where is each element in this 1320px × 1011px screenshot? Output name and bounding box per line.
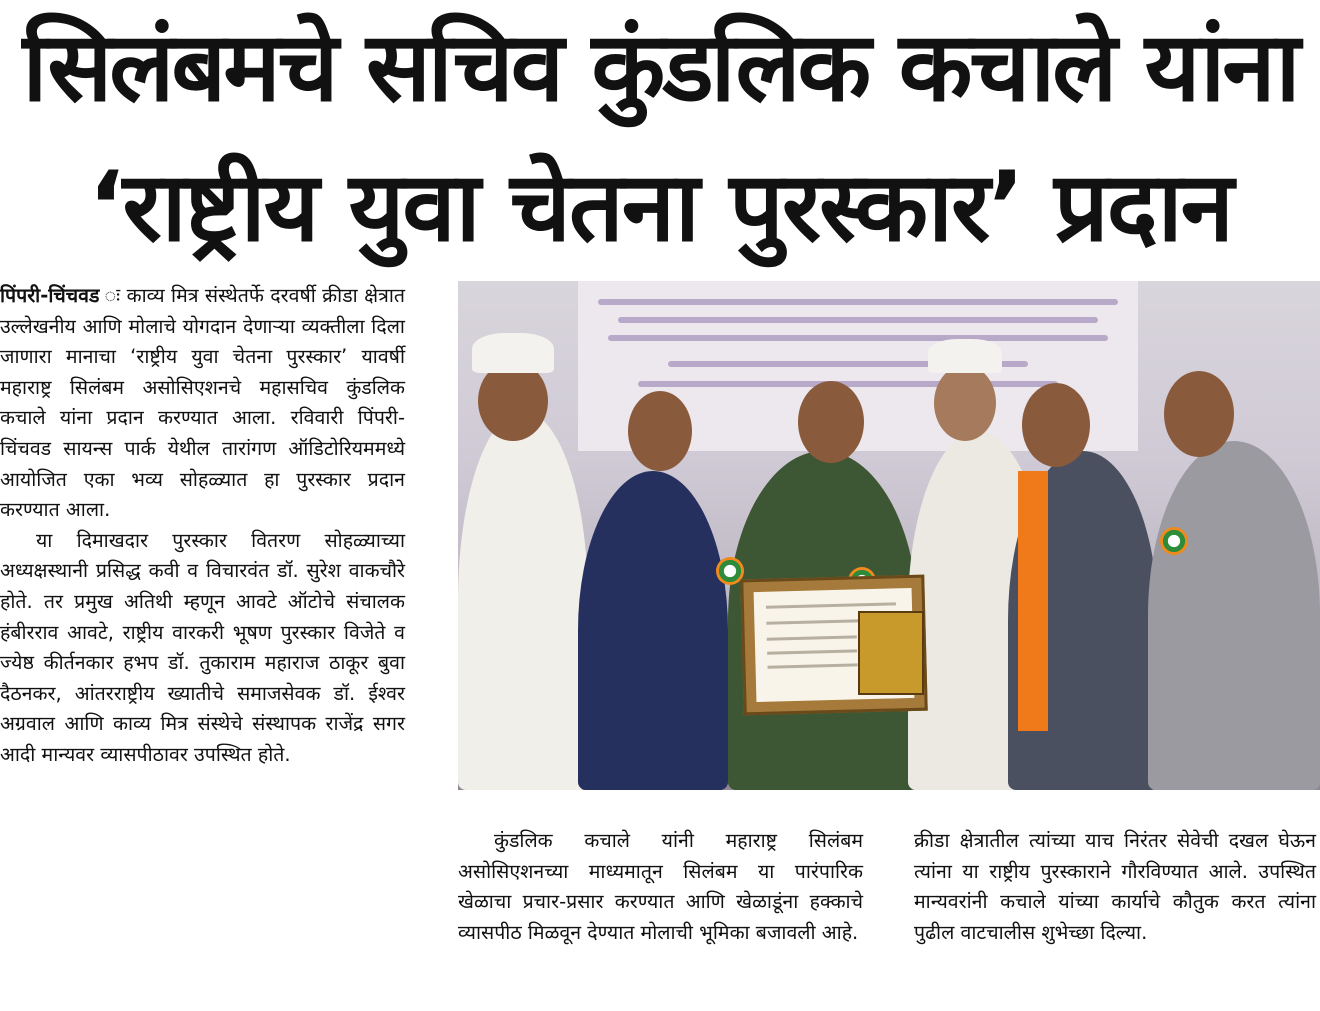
- certificate-text-line: [767, 649, 857, 654]
- person-blue-suit: [578, 471, 728, 790]
- headline-line-2: ‘राष्ट्रीय युवा चेतना पुरस्कार’ प्रदान: [88, 151, 1232, 263]
- person-head: [1164, 371, 1234, 457]
- award-ceremony-photo: [458, 281, 1320, 790]
- book-cover: [858, 611, 924, 695]
- paragraph-1-text: काव्य मित्र संस्थेतर्फे दरवर्षी क्रीडा क्षेत्रात उल्लेखनीय आणि मोलाचे योगदान देणाऱ्या व्यक्तीला दिला जाणारा मानाचा ‘राष्ट्रीय युवा चेतना पुरस्कार’ यावर्षी महाराष्ट्र सिलंबम असोसिएशनचे महासचिव कुंडलिक कचाले यांना प्रदान करण्यात आला. रविवारी पिंपरी-चिंचवड सायन्स पार्क येथील तारांगण ऑडिटोरियममध्ये आयोजित एका भव्य सोहळ्यात हा पुरस्कार प्रदान करण्यात आला.: [0, 284, 405, 522]
- article-paragraph-3: कुंडलिक कचाले यांनी महाराष्ट्र सिलंबम असोसिएशनच्या माध्यमातून सिलंबम या पारंपारिक खेळाचा प्रचार-प्रसार करण्यात आणि खेळाडूंना हक्काचे व्यासपीठ मिळवून देण्यात मोलाची भूमिका बजावली आहे.: [458, 829, 863, 944]
- article-paragraph-1: [0, 281, 405, 526]
- person-head: [798, 381, 864, 463]
- article-column-right: [914, 826, 1316, 948]
- person-head: [1022, 383, 1090, 467]
- article-column-middle: [458, 826, 863, 948]
- person-head: [628, 391, 692, 471]
- rosette-badge: [1160, 527, 1188, 555]
- person-head: [934, 365, 996, 441]
- dateline: पिंपरी-चिंचवड: [0, 284, 100, 307]
- article-column-left: [0, 281, 405, 771]
- gandhi-cap: [928, 339, 1002, 373]
- article-paragraph-4: क्रीडा क्षेत्रातील त्यांच्या याच निरंतर सेवेची दखल घेऊन त्यांना या राष्ट्रीय पुरस्काराने गौरविण्यात आले. उपस्थित मान्यवरांनी कचाले यांच्या कार्याचे कौतुक करत त्यांना पुढील वाटचालीस शुभेच्छा दिल्या.: [914, 829, 1316, 944]
- headline-line-1: सिलंबमचे सचिव कुंडलिक कचाले यांना: [22, 11, 1298, 123]
- saffron-stole: [1018, 471, 1048, 731]
- certificate-text-line: [767, 635, 857, 640]
- person-white-kurta: [458, 411, 588, 790]
- certificate-text-line: [766, 602, 896, 608]
- gandhi-cap: [472, 333, 554, 373]
- certificate-text-line: [768, 663, 858, 668]
- banner-text-line: [598, 299, 1118, 305]
- banner-text-line: [608, 335, 1108, 341]
- person-head: [478, 361, 548, 441]
- dateline-separator: ः: [99, 284, 127, 307]
- person-grey-jacket: [1148, 441, 1320, 790]
- banner-text-line: [618, 317, 1098, 323]
- article-paragraph-2: या दिमाखदार पुरस्कार वितरण सोहळ्याच्या अध्यक्षस्थानी प्रसिद्ध कवी व विचारवंत डॉ. सुरेश वाकचौरे होते. तर प्रमुख अतिथी म्हणून आवटे ऑटोचे संचालक हंबीरराव आवटे, राष्ट्रीय वारकरी भूषण पुरस्कार विजेते व ज्येष्ठ कीर्तनकार हभप डॉ. तुकाराम महाराज ठाकूर बुवा दैठनकर, आंतरराष्ट्रीय ख्यातीचे समाजसेवक डॉ. ईश्वर अग्रवाल आणि काव्य मित्र संस्थेचे संस्थापक राजेंद्र सगर आदी मान्यवर व्यासपीठावर उपस्थित होते.: [0, 528, 405, 766]
